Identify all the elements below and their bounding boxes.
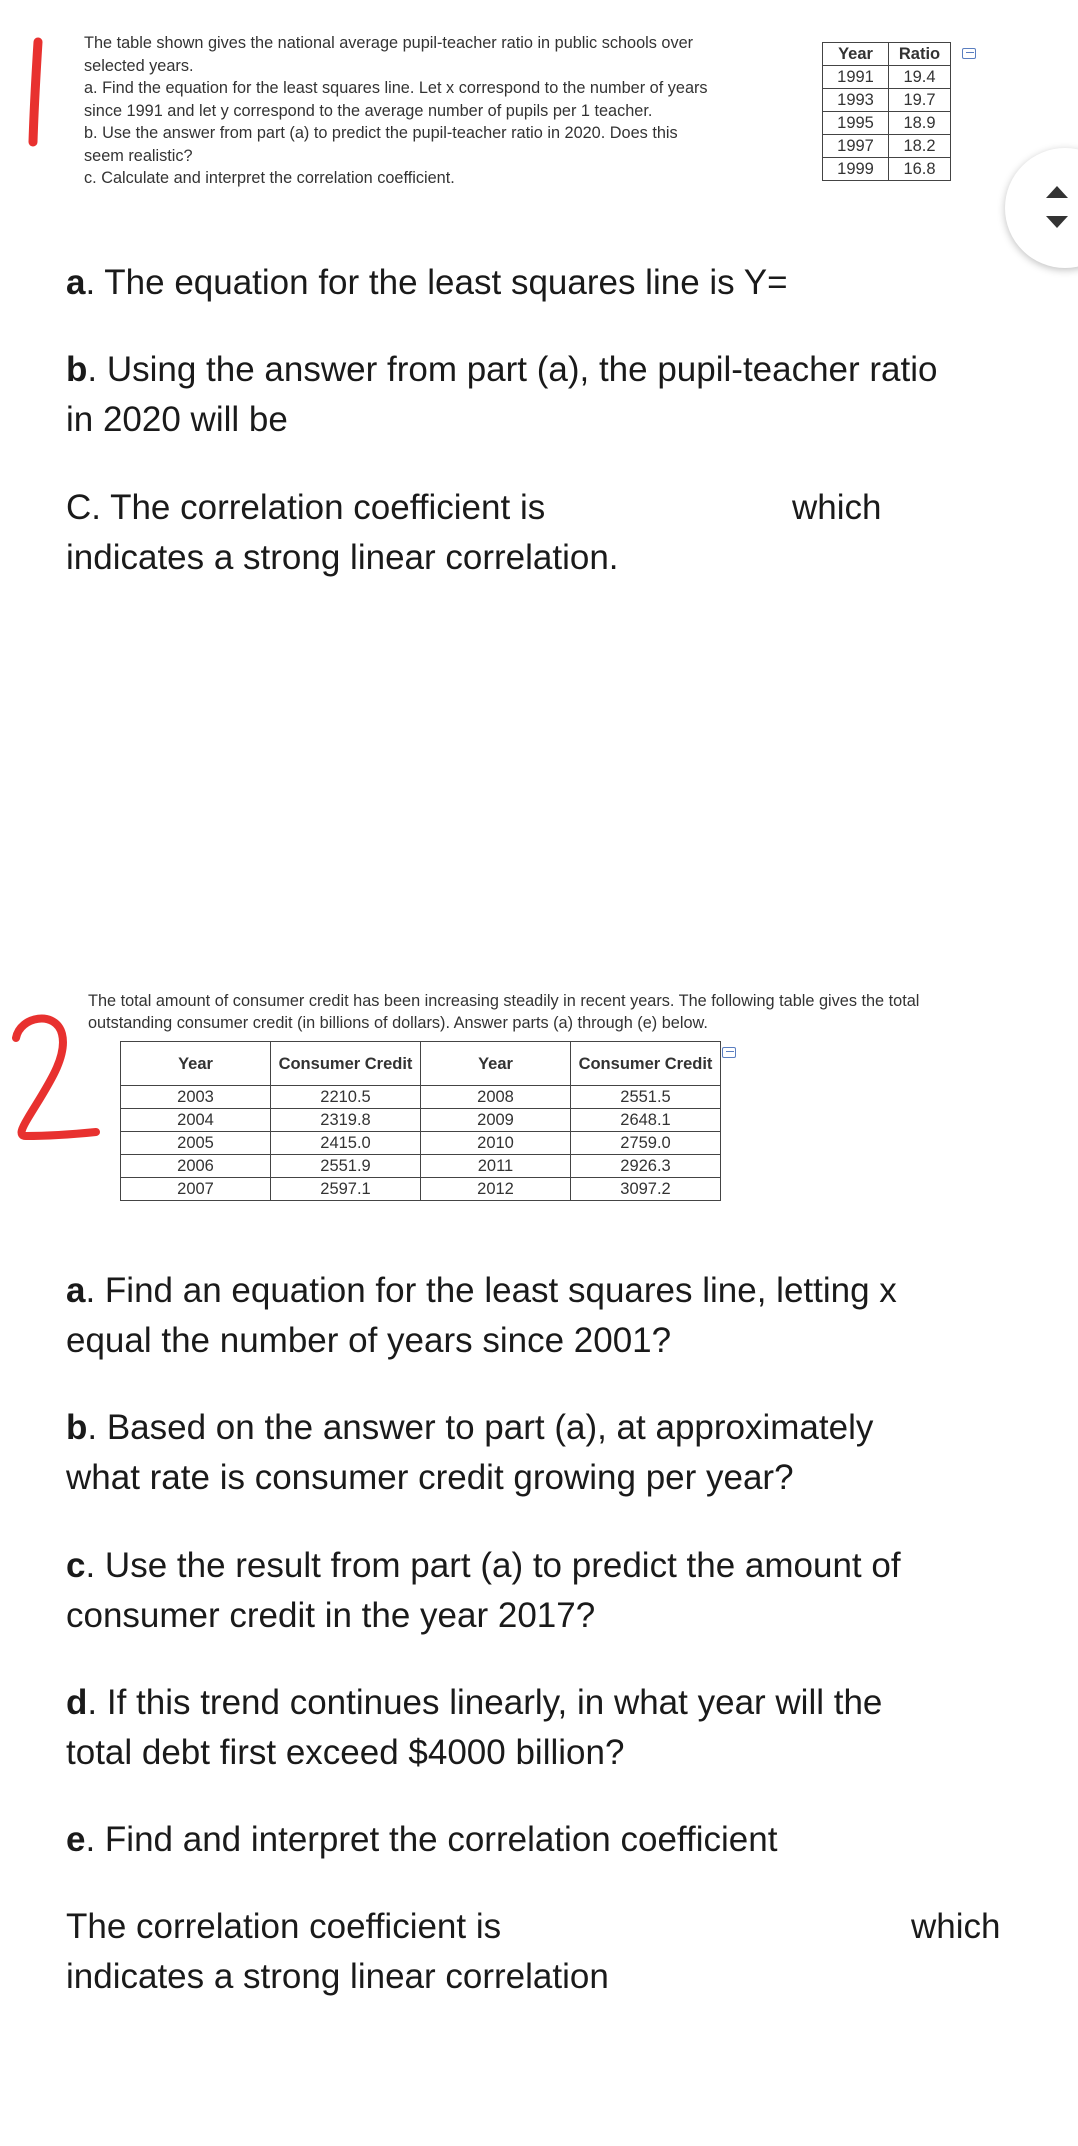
- table-cell: 19.4: [889, 66, 951, 89]
- part-text-continued: what rate is consumer credit growing per year?: [66, 1458, 794, 1497]
- intro-line: The table shown gives the national average pupil-teacher ratio in public schools over: [84, 34, 694, 52]
- problem2-intro: [88, 990, 1048, 1034]
- table-row: [823, 112, 951, 135]
- table-cell: 18.9: [889, 112, 951, 135]
- table-row: [121, 1086, 721, 1109]
- column-header: Year: [823, 43, 889, 66]
- intro-line: b. Use the answer from part (a) to predict the pupil-teacher ratio in 2020. Does this: [84, 124, 678, 142]
- table-cell: 2010: [421, 1132, 571, 1155]
- intro-line: outstanding consumer credit (in billions of dollars). Answer parts (a) through (e) below.: [88, 1014, 708, 1032]
- table-row: [823, 135, 951, 158]
- part-text-continued: equal the number of years since 2001?: [66, 1321, 672, 1360]
- part-text-continued: indicates a strong linear correlation: [66, 1957, 609, 1996]
- table-cell: 18.2: [889, 135, 951, 158]
- column-header: Consumer Credit: [271, 1042, 421, 1086]
- table-cell: 2006: [121, 1155, 271, 1178]
- table-cell: 16.8: [889, 158, 951, 181]
- table-cell: 2011: [421, 1155, 571, 1178]
- table-cell: 2551.9: [271, 1155, 421, 1178]
- copy-table-icon[interactable]: [722, 1047, 736, 1058]
- table-cell: 2648.1: [571, 1109, 721, 1132]
- table-cell: 1991: [823, 66, 889, 89]
- part-text-continued: indicates a strong linear correlation.: [66, 538, 619, 577]
- part-letter: a: [66, 1271, 86, 1310]
- table-cell: 2415.0: [271, 1132, 421, 1155]
- arrow-up-icon[interactable]: [1046, 186, 1068, 198]
- column-header: Ratio: [889, 43, 951, 66]
- part-text: . Find and interpret the correlation coefficient: [85, 1820, 778, 1859]
- p2-part-c: [66, 1541, 901, 1641]
- p2-part-d: [66, 1678, 882, 1778]
- table-cell: 1995: [823, 112, 889, 135]
- column-header: Year: [421, 1042, 571, 1086]
- column-header: Year: [121, 1042, 271, 1086]
- copy-table-icon[interactable]: [962, 48, 976, 59]
- table-cell: 2319.8: [271, 1109, 421, 1132]
- p1-part-a: [66, 258, 788, 308]
- part-text: The correlation coefficient is: [66, 1907, 502, 1946]
- consumer-credit-table: [120, 1041, 721, 1201]
- intro-line: a. Find the equation for the least squares line. Let x correspond to the number of years: [84, 79, 708, 97]
- part-letter: a: [66, 263, 86, 302]
- part-letter: e: [66, 1820, 86, 1859]
- table-row: [823, 66, 951, 89]
- table-cell: 2008: [421, 1086, 571, 1109]
- table-cell: 2003: [121, 1086, 271, 1109]
- table-cell: 2597.1: [271, 1178, 421, 1201]
- table-cell: 2004: [121, 1109, 271, 1132]
- table-row: [823, 158, 951, 181]
- table-row: [121, 1132, 721, 1155]
- table-row: [121, 1109, 721, 1132]
- part-text: . Find an equation for the least squares line, letting x: [85, 1271, 897, 1310]
- p1-part-c: [66, 483, 966, 583]
- table-header-row: [823, 43, 951, 66]
- part-text: . The equation for the least squares line is Y=: [85, 263, 788, 302]
- p2-conclusion: [66, 1902, 1046, 2002]
- p2-part-a: [66, 1266, 897, 1366]
- part-text: . Use the result from part (a) to predict the amount of: [85, 1546, 901, 1585]
- table-cell: 2759.0: [571, 1132, 721, 1155]
- table-cell: 2012: [421, 1178, 571, 1201]
- part-text: . Using the answer from part (a), the pupil-teacher ratio: [87, 350, 938, 389]
- part-text-continued: consumer credit in the year 2017?: [66, 1596, 596, 1635]
- part-text-continued: total debt first exceed $4000 billion?: [66, 1733, 625, 1772]
- intro-line: since 1991 and let y correspond to the average number of pupils per 1 teacher.: [84, 101, 653, 120]
- column-header: Consumer Credit: [571, 1042, 721, 1086]
- table-header-row: [121, 1042, 721, 1086]
- pupil-teacher-table: [822, 42, 951, 181]
- table-row: [121, 1155, 721, 1178]
- table-cell: 19.7: [889, 89, 951, 112]
- p2-part-b: [66, 1403, 873, 1503]
- p2-part-e: [66, 1815, 777, 1865]
- intro-line: selected years.: [84, 56, 194, 75]
- intro-line: seem realistic?: [84, 146, 193, 165]
- scroll-nav-button[interactable]: [1005, 148, 1078, 268]
- table-row: [121, 1178, 721, 1201]
- table-cell: 1993: [823, 89, 889, 112]
- part-letter: b: [66, 350, 88, 389]
- problem1-intro: [84, 32, 784, 190]
- table-cell: 2009: [421, 1109, 571, 1132]
- which-text: which: [792, 488, 882, 527]
- arrow-down-icon[interactable]: [1046, 216, 1068, 228]
- part-text: C. The correlation coefficient is: [66, 488, 546, 527]
- table-cell: 2926.3: [571, 1155, 721, 1178]
- part-text: . Based on the answer to part (a), at approximately: [87, 1408, 874, 1447]
- part-text: . If this trend continues linearly, in what year will the: [87, 1683, 883, 1722]
- intro-line: The total amount of consumer credit has been increasing steadily in recent years. The following table gives the total: [88, 992, 920, 1010]
- table-cell: 1999: [823, 158, 889, 181]
- table-cell: 2007: [121, 1178, 271, 1201]
- part-text-continued: in 2020 will be: [66, 400, 288, 439]
- table-cell: 3097.2: [571, 1178, 721, 1201]
- table-cell: 2551.5: [571, 1086, 721, 1109]
- handwritten-number-1: [14, 34, 54, 154]
- intro-line: c. Calculate and interpret the correlation coefficient.: [84, 169, 455, 187]
- table-cell: 2210.5: [271, 1086, 421, 1109]
- table-cell: 1997: [823, 135, 889, 158]
- which-text: which: [911, 1907, 1001, 1946]
- table-row: [823, 89, 951, 112]
- p1-part-b: [66, 345, 938, 445]
- part-letter: c: [66, 1546, 86, 1585]
- part-letter: d: [66, 1683, 88, 1722]
- part-letter: b: [66, 1408, 88, 1447]
- table-cell: 2005: [121, 1132, 271, 1155]
